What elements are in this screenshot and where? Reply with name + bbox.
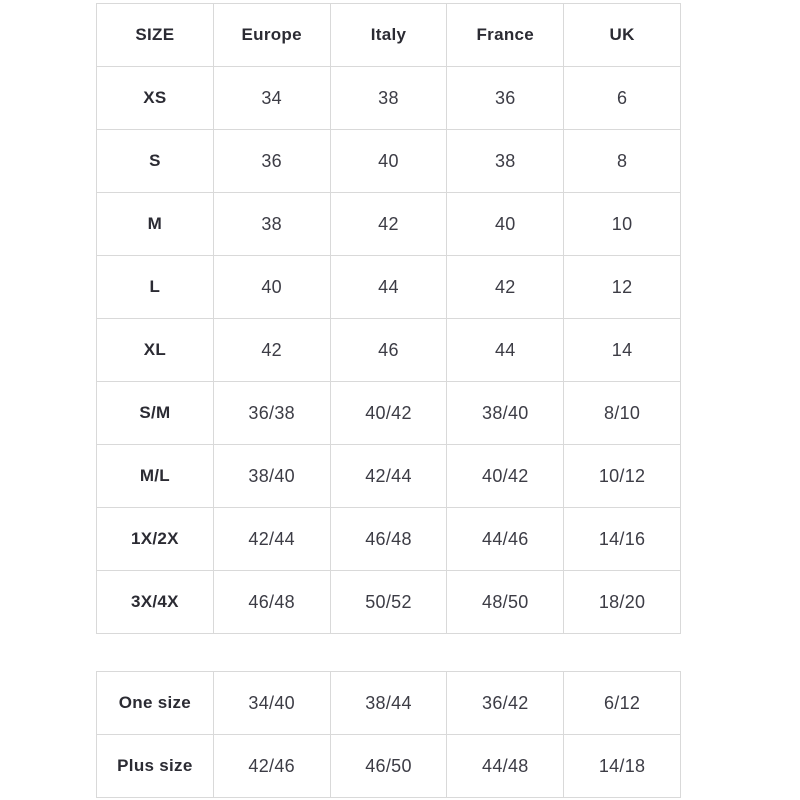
table-cell: 44: [330, 256, 447, 319]
row-label: L: [97, 256, 214, 319]
table-row: [97, 382, 681, 445]
table-cell: 40/42: [330, 382, 447, 445]
table-cell: 46/50: [330, 735, 447, 798]
table-cell: 36: [447, 67, 564, 130]
table-cell: 36/42: [447, 672, 564, 735]
table-cell: 34/40: [213, 672, 330, 735]
table-gap: [96, 634, 800, 671]
table-cell: 6/12: [564, 672, 681, 735]
table-row: [97, 130, 681, 193]
table-cell: 46/48: [330, 508, 447, 571]
column-header-france: France: [447, 4, 564, 67]
row-label: 1X/2X: [97, 508, 214, 571]
table-cell: 42/44: [330, 445, 447, 508]
row-label: XL: [97, 319, 214, 382]
column-header-italy: Italy: [330, 4, 447, 67]
table-cell: 38: [213, 193, 330, 256]
table-cell: 42: [330, 193, 447, 256]
table-cell: 38/44: [330, 672, 447, 735]
table-cell: 42: [213, 319, 330, 382]
row-label: M: [97, 193, 214, 256]
column-header-uk: UK: [564, 4, 681, 67]
table-cell: 40: [330, 130, 447, 193]
table-row: [97, 508, 681, 571]
table-row: [97, 571, 681, 634]
table-cell: 38: [330, 67, 447, 130]
table-cell: 46/48: [213, 571, 330, 634]
table-row: [97, 445, 681, 508]
table-cell: 42: [447, 256, 564, 319]
table-cell: 40/42: [447, 445, 564, 508]
table-cell: 44/48: [447, 735, 564, 798]
special-sizes-table: [96, 671, 681, 798]
table-row: [97, 735, 681, 798]
table-cell: 14/16: [564, 508, 681, 571]
table-cell: 42/44: [213, 508, 330, 571]
table-cell: 48/50: [447, 571, 564, 634]
row-label: S/M: [97, 382, 214, 445]
table-cell: 50/52: [330, 571, 447, 634]
row-label: M/L: [97, 445, 214, 508]
table-cell: 14/18: [564, 735, 681, 798]
table-cell: 38: [447, 130, 564, 193]
table-row: [97, 67, 681, 130]
table-cell: 10: [564, 193, 681, 256]
column-header-size: SIZE: [97, 4, 214, 67]
table-cell: 42/46: [213, 735, 330, 798]
table-cell: 14: [564, 319, 681, 382]
row-label: S: [97, 130, 214, 193]
table-cell: 36/38: [213, 382, 330, 445]
table-row: [97, 193, 681, 256]
table-row: [97, 319, 681, 382]
row-label: One size: [97, 672, 214, 735]
table-cell: 34: [213, 67, 330, 130]
row-label: Plus size: [97, 735, 214, 798]
table-cell: 10/12: [564, 445, 681, 508]
table-cell: 8: [564, 130, 681, 193]
table-cell: 40: [213, 256, 330, 319]
table-cell: 40: [447, 193, 564, 256]
size-conversion-table: [96, 3, 681, 634]
header-row: [97, 4, 681, 67]
table-row: [97, 672, 681, 735]
table-row: [97, 256, 681, 319]
row-label: 3X/4X: [97, 571, 214, 634]
table-cell: 12: [564, 256, 681, 319]
table-cell: 46: [330, 319, 447, 382]
table-cell: 44: [447, 319, 564, 382]
column-header-europe: Europe: [213, 4, 330, 67]
table-cell: 18/20: [564, 571, 681, 634]
table-cell: 6: [564, 67, 681, 130]
table-cell: 44/46: [447, 508, 564, 571]
table-cell: 38/40: [213, 445, 330, 508]
table-cell: 36: [213, 130, 330, 193]
table-cell: 8/10: [564, 382, 681, 445]
table-cell: 38/40: [447, 382, 564, 445]
row-label: XS: [97, 67, 214, 130]
